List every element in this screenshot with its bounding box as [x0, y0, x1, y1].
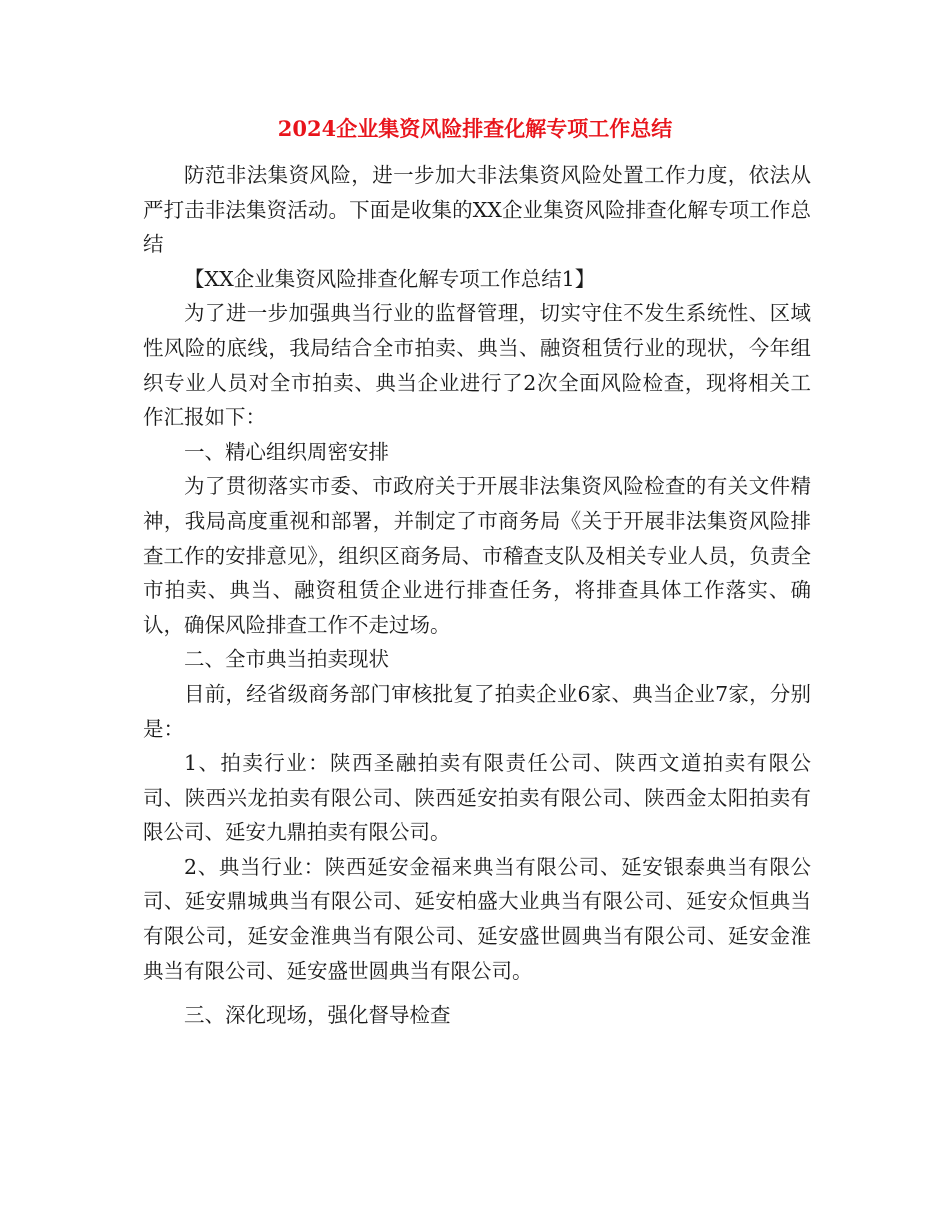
body-paragraph: 为了进一步加强典当行业的监督管理，切实守住不发生系统性、区域性风险的底线，我局结合全市拍卖、典当、融资租赁行业的现状，今年组织专业人员对全市拍卖、典当企业进行了2次全面风险检查，现将相关工作汇报如下： — [143, 301, 811, 430]
list-item-auction: 1、拍卖行业：陕西圣融拍卖有限责任公司、陕西文道拍卖有限公司、陕西兴龙拍卖有限公司、陕西延安拍卖有限公司、陕西金太阳拍卖有限公司、延安九鼎拍卖有限公司。 — [143, 751, 811, 845]
section-heading-summary-1: 【XX企业集资风险排查化解专项工作总结1】 — [184, 266, 596, 291]
intro-paragraph: 防范非法集资风险，进一步加大非法集资风险处置工作力度，依法从严打击非法集资活动。下面是收集的XX企业集资风险排查化解专项工作总结 — [143, 163, 811, 257]
section-heading-2: 二、全市典当拍卖现状 — [184, 647, 389, 672]
list-item-pawn: 2、典当行业：陕西延安金福来典当有限公司、延安银泰典当有限公司、延安鼎城典当有限公司、延安柏盛大业典当有限公司、延安众恒典当有限公司，延安金淮典当有限公司、延安盛世圆典当有限公司、延安金淮典当有限公司、延安盛世圆典当有限公司。 — [143, 854, 811, 983]
body-paragraph: 目前，经省级商务部门审核批复了拍卖企业6家、典当企业7家，分别是： — [143, 681, 811, 741]
document-body — [143, 158, 811, 1033]
section-heading-3: 三、深化现场，强化督导检查 — [184, 1003, 451, 1028]
document-title: 2024企业集资风险排查化解专项工作总结 — [277, 116, 673, 141]
section-heading-1: 一、精心组织周密安排 — [184, 439, 389, 464]
body-paragraph: 为了贯彻落实市委、市政府关于开展非法集资风险检查的有关文件精神，我局高度重视和部署，并制定了市商务局《关于开展非法集资风险排查工作的安排意见》，组织区商务局、市稽查支队及相关专业人员，负责全市拍卖、典当、融资租赁企业进行排查任务，将排查具体工作落实、确认，确保风险排查工作不走过场。 — [143, 474, 811, 637]
